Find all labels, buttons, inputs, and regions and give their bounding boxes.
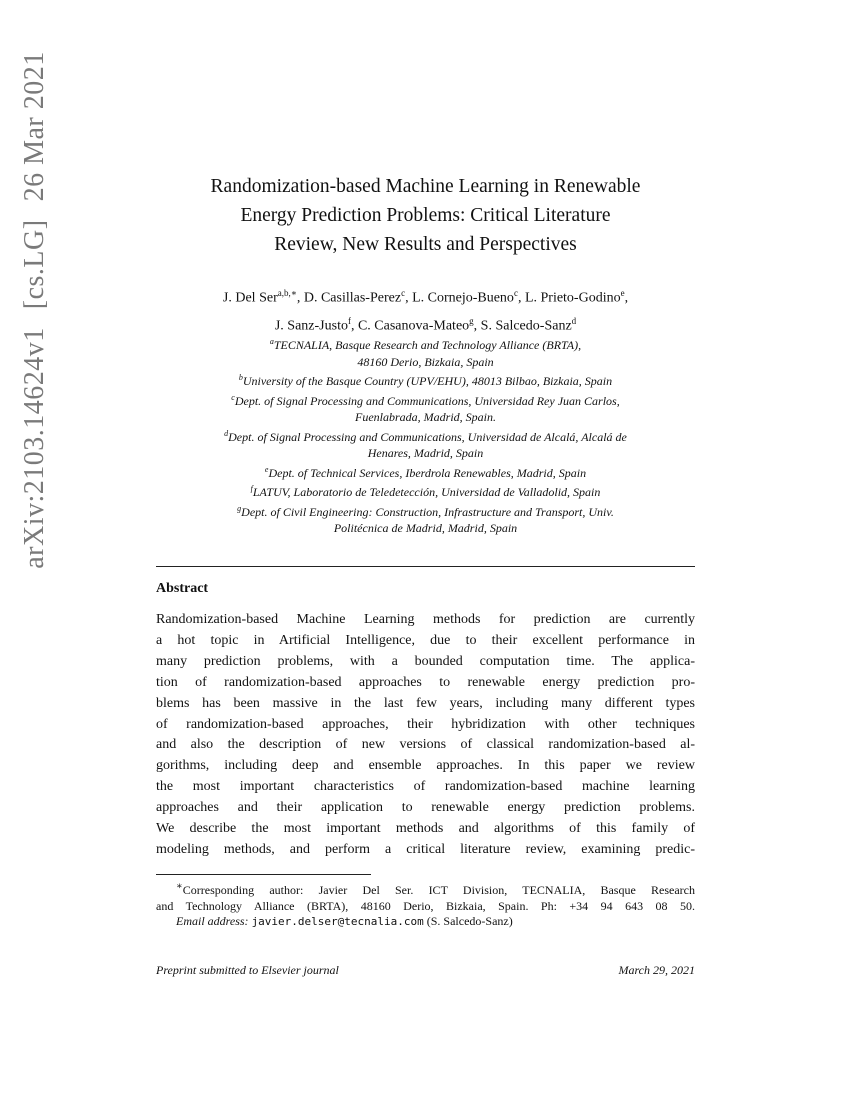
affiliation-marker: f bbox=[250, 484, 253, 493]
arxiv-category: [cs.LG] bbox=[19, 219, 50, 310]
author-list bbox=[156, 282, 695, 337]
affiliation-text: TECNALIA, Basque Research and Technology Alliance (BRTA), bbox=[273, 338, 582, 352]
author-line bbox=[156, 282, 695, 310]
author-separator: , bbox=[624, 290, 629, 306]
footnote-rule bbox=[156, 874, 371, 875]
title-line: Energy Prediction Problems: Critical Literature bbox=[240, 205, 611, 226]
corresponding-author-footnote bbox=[156, 879, 695, 930]
arxiv-identifier-stamp bbox=[0, 0, 70, 860]
affiliation-text: Fuenlabrada, Madrid, Spain. bbox=[355, 410, 496, 424]
abstract-line: and also the description of new versions of classical randomization-based al- bbox=[156, 737, 695, 753]
affiliation-text: University of the Basque Country (UPV/EHU), 48013 Bilbao, Bizkaia, Spain bbox=[242, 374, 613, 388]
abstract-line: approaches and their application to renewable energy prediction problems. bbox=[156, 800, 695, 816]
footnote-marker: ∗ bbox=[176, 881, 183, 892]
affiliation-g bbox=[156, 501, 695, 537]
author-name: , D. Casillas-Perez bbox=[296, 290, 402, 306]
affiliation-b bbox=[156, 370, 695, 390]
affiliation-marker: g bbox=[237, 503, 242, 513]
affiliation-c bbox=[156, 390, 695, 426]
abstract-line: a hot topic in Artificial Intelligence, due to their excellent performance in bbox=[156, 632, 695, 648]
affiliation-marker: a bbox=[269, 337, 274, 346]
abstract-text bbox=[156, 610, 695, 861]
abstract-line: blems has been massive in the last few years, including many different types bbox=[156, 695, 695, 711]
affiliation-text: Dept. of Technical Services, Iberdrola Renewables, Madrid, Spain bbox=[268, 465, 587, 480]
author-affil-marker: d bbox=[571, 315, 577, 326]
arxiv-date: 26 Mar 2021 bbox=[19, 51, 50, 202]
footer-date: March 29, 2021 bbox=[618, 963, 695, 977]
affiliation-e bbox=[156, 462, 695, 482]
footnote-line bbox=[156, 879, 695, 899]
abstract-line: We describe the most important methods and algorithms of this family of bbox=[156, 821, 695, 837]
title-line: Randomization-based Machine Learning in Renewable bbox=[210, 176, 641, 197]
author-affil-marker: c bbox=[401, 288, 406, 298]
footnote-text: Corresponding author: Javier Del Ser. ICT Division, TECNALIA, Basque Research bbox=[182, 883, 695, 897]
abstract-heading: Abstract bbox=[156, 581, 209, 596]
abstract-line: Randomization-based Machine Learning methods for prediction are currently bbox=[156, 612, 695, 627]
author-name: , S. Salcedo-Sanz bbox=[473, 318, 572, 334]
abstract-line: the most important characteristics of randomization-based machine learning bbox=[156, 779, 695, 795]
abstract-line: modeling methods, and perform a critical literature review, examining predic- bbox=[156, 841, 695, 857]
abstract-line: many prediction problems, with a bounded computation time. The applica- bbox=[156, 653, 695, 669]
affiliation-list bbox=[156, 334, 695, 537]
author-name: , C. Casanova-Mateo bbox=[350, 318, 470, 334]
affiliation-text: LATUV, Laboratorio de Teledetección, Universidad de Valladolid, Spain bbox=[252, 485, 601, 499]
author-name: , L. Cornejo-Bueno bbox=[405, 290, 514, 306]
page-footer bbox=[156, 963, 695, 978]
author-affil-marker: g bbox=[469, 315, 474, 326]
affiliation-f bbox=[156, 481, 695, 501]
affiliation-d bbox=[156, 426, 695, 462]
footnote-line bbox=[156, 914, 695, 930]
email-link[interactable]: javier.delser@tecnalia.com bbox=[251, 915, 424, 928]
author-affil-marker: e bbox=[620, 288, 625, 298]
title-line: Review, New Results and Perspectives bbox=[274, 234, 577, 255]
email-label: Email address: bbox=[176, 914, 249, 928]
author-name: J. Sanz-Justo bbox=[274, 318, 348, 334]
affiliation-text: Dept. of Signal Processing and Communications, Universidad de Alcalá, Alcalá de bbox=[228, 429, 627, 444]
affiliation-text: Dept. of Civil Engineering: Construction, Infrastructure and Transport, Univ. bbox=[241, 504, 614, 519]
author-affil-marker: f bbox=[347, 315, 351, 326]
affiliation-text: Dept. of Signal Processing and Communications, Universidad Rey Juan Carlos, bbox=[234, 393, 620, 408]
author-affil-marker: a,b,∗ bbox=[277, 288, 297, 298]
abstract-divider bbox=[156, 566, 695, 567]
abstract-line: tion of randomization-based approaches to renewable energy prediction pro- bbox=[156, 674, 695, 690]
affiliation-text: Henares, Madrid, Spain bbox=[367, 446, 484, 460]
footnote-line: and Technology Alliance (BRTA), 48160 Derio, Bizkaia, Spain. Ph: +34 94 643 08 50. bbox=[156, 898, 695, 913]
affiliation-marker: e bbox=[264, 464, 269, 474]
paper-title bbox=[156, 172, 695, 259]
abstract-line: gorithms, including deep and ensemble approaches. In this paper we review bbox=[156, 758, 695, 774]
author-name: J. Del Ser bbox=[222, 290, 278, 306]
affiliation-marker: b bbox=[238, 373, 243, 382]
affiliation-a bbox=[156, 334, 695, 370]
affiliation-marker: c bbox=[231, 392, 235, 402]
author-name: , L. Prieto-Godino bbox=[517, 290, 621, 306]
footer-journal: Preprint submitted to Elsevier journal bbox=[156, 963, 339, 977]
author-affil-marker: c bbox=[513, 288, 518, 298]
email-note: (S. Salcedo-Sanz) bbox=[426, 914, 513, 928]
affiliation-text: 48160 Derio, Bizkaia, Spain bbox=[357, 354, 494, 369]
affiliation-marker: d bbox=[224, 428, 229, 438]
affiliation-text: Politécnica de Madrid, Madrid, Spain bbox=[333, 521, 518, 535]
arxiv-id: arXiv:2103.14624v1 bbox=[19, 327, 50, 569]
abstract-line: of randomization-based approaches, their hybridization with other techniques bbox=[156, 716, 695, 732]
